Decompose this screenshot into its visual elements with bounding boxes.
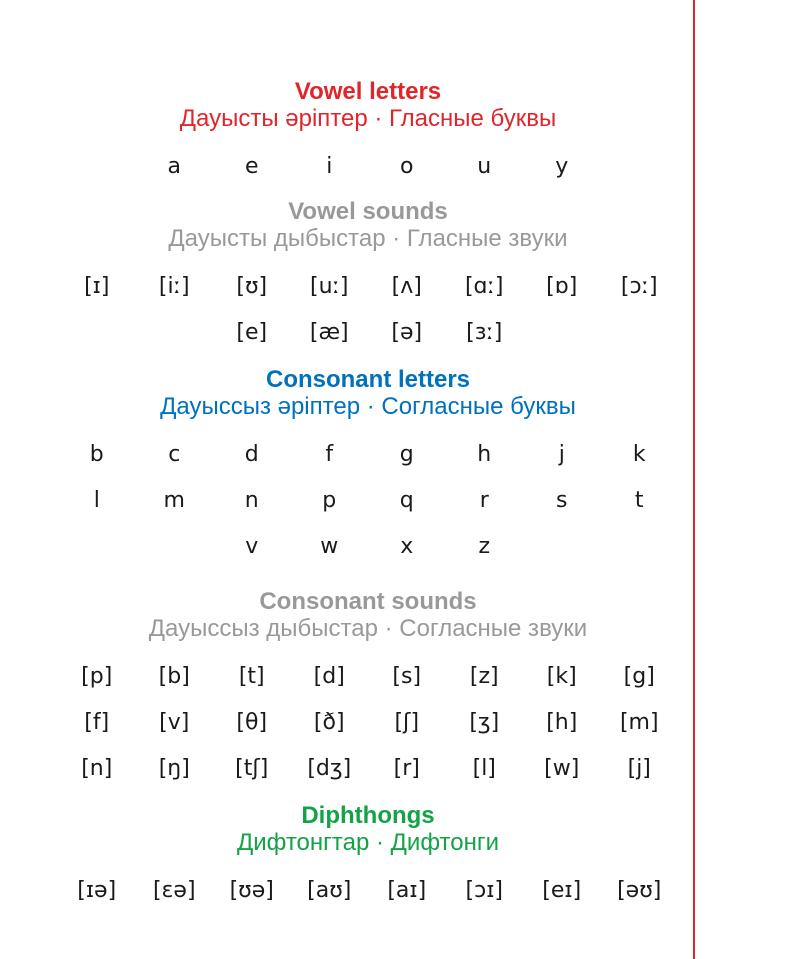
symbol-cell: h	[477, 442, 492, 467]
symbol-cell: a	[167, 154, 181, 179]
symbol-cell: [ʊ]	[236, 274, 268, 299]
section-title: Diphthongs	[301, 802, 435, 829]
symbol-cell: [ɔː]	[620, 274, 658, 299]
symbol-cell: b	[89, 442, 104, 467]
symbol-cell: [p]	[81, 664, 113, 689]
symbol-cell: [ɒ]	[546, 274, 578, 299]
section-title: Vowel sounds	[288, 198, 448, 225]
section-diphthongs	[58, 802, 678, 914]
symbol-cell: o	[400, 154, 414, 179]
section-consonant-letters	[58, 366, 678, 570]
symbol-cell: u	[477, 154, 492, 179]
empty-cell	[58, 524, 136, 570]
symbol-cell: s	[556, 488, 568, 513]
symbol-cell: [ə]	[391, 320, 423, 345]
symbol-cell: g	[399, 442, 414, 467]
symbol-cell: [tʃ]	[235, 756, 269, 781]
symbol-cell: x	[400, 534, 414, 559]
symbol-cell: [s]	[392, 664, 422, 689]
symbol-cell: m	[163, 488, 185, 513]
symbol-grid	[58, 144, 678, 190]
symbol-cell: [ɑː]	[464, 274, 504, 299]
symbol-cell: [j]	[627, 756, 651, 781]
symbol-cell: j	[558, 442, 565, 467]
phonetics-chart	[58, 78, 678, 914]
symbol-cell: [d]	[313, 664, 345, 689]
symbol-cell: [z]	[469, 664, 499, 689]
symbol-cell: [h]	[546, 710, 578, 735]
margin-rule	[693, 0, 695, 959]
symbol-cell: c	[168, 442, 181, 467]
symbol-grid	[58, 868, 678, 914]
symbol-cell: [ʃ]	[394, 710, 420, 735]
empty-cell	[601, 524, 679, 570]
symbol-cell: [l]	[472, 756, 496, 781]
section-subtitle: Дауысты әріптер · Гласные буквы	[179, 105, 557, 132]
symbol-cell: [æ]	[309, 320, 349, 345]
symbol-cell: [ð]	[313, 710, 345, 735]
section-title: Consonant sounds	[259, 588, 477, 615]
section-vowel-sounds	[58, 198, 678, 356]
symbol-cell: [ɪ]	[84, 274, 110, 299]
symbol-grid	[58, 264, 678, 356]
symbol-cell: p	[322, 488, 337, 513]
symbol-cell: i	[326, 154, 333, 179]
empty-cell	[136, 310, 214, 356]
symbol-cell: [t]	[238, 664, 265, 689]
symbol-cell: [aɪ]	[387, 878, 427, 903]
symbol-cell: [f]	[84, 710, 110, 735]
empty-cell	[136, 524, 214, 570]
symbol-cell: [uː]	[309, 274, 349, 299]
symbol-cell: [m]	[619, 710, 659, 735]
symbol-cell: [dʒ]	[307, 756, 352, 781]
symbol-cell: [n]	[81, 756, 113, 781]
symbol-cell: [k]	[546, 664, 577, 689]
symbol-grid	[58, 654, 678, 792]
symbol-cell: [w]	[544, 756, 580, 781]
section-vowel-letters	[58, 78, 678, 190]
symbol-cell: q	[399, 488, 414, 513]
empty-cell	[523, 524, 601, 570]
section-subtitle: Дауысты дыбыстар · Гласные звуки	[168, 225, 568, 252]
symbol-cell: [e]	[236, 320, 268, 345]
symbol-cell: z	[478, 534, 491, 559]
symbol-cell: [ɪə]	[77, 878, 117, 903]
symbol-cell: [ɛə]	[152, 878, 196, 903]
symbol-cell: y	[555, 154, 569, 179]
symbol-cell: [θ]	[236, 710, 268, 735]
symbol-grid	[58, 432, 678, 570]
symbol-cell: [r]	[393, 756, 420, 781]
symbol-cell: [ŋ]	[158, 756, 190, 781]
symbol-cell: w	[320, 534, 339, 559]
section-consonant-sounds	[58, 588, 678, 792]
symbol-cell: n	[244, 488, 259, 513]
symbol-cell: f	[325, 442, 334, 467]
symbol-cell: d	[244, 442, 259, 467]
section-subtitle: Дифтонгтар · Дифтонги	[236, 829, 500, 856]
symbol-cell: [ʌ]	[391, 274, 422, 299]
symbol-cell: v	[245, 534, 259, 559]
symbol-cell: [iː]	[158, 274, 190, 299]
symbol-cell: [əʊ]	[617, 878, 662, 903]
section-title: Consonant letters	[265, 366, 471, 393]
symbol-cell: [aʊ]	[307, 878, 352, 903]
symbol-cell: t	[634, 488, 644, 513]
symbol-cell: [v]	[159, 710, 190, 735]
symbol-cell: [ʒ]	[469, 710, 500, 735]
section-title: Vowel letters	[294, 78, 442, 105]
empty-cell	[523, 310, 601, 356]
symbol-cell: r	[479, 488, 489, 513]
empty-cell	[58, 310, 136, 356]
section-subtitle: Дауыссыз әріптер · Согласные буквы	[160, 393, 576, 420]
symbol-cell: [b]	[158, 664, 190, 689]
symbol-cell: l	[93, 488, 100, 513]
symbol-cell: k	[632, 442, 646, 467]
symbol-cell: [ɜː]	[466, 320, 503, 345]
symbol-cell: [eɪ]	[542, 878, 582, 903]
empty-cell	[601, 310, 679, 356]
empty-cell	[58, 144, 136, 190]
symbol-cell: [ʊə]	[229, 878, 274, 903]
empty-cell	[601, 144, 679, 190]
symbol-cell: e	[244, 154, 259, 179]
section-subtitle: Дауыссыз дыбыстар · Согласные звуки	[148, 615, 588, 642]
symbol-cell: [g]	[623, 664, 655, 689]
symbol-cell: [ɔɪ]	[465, 878, 503, 903]
